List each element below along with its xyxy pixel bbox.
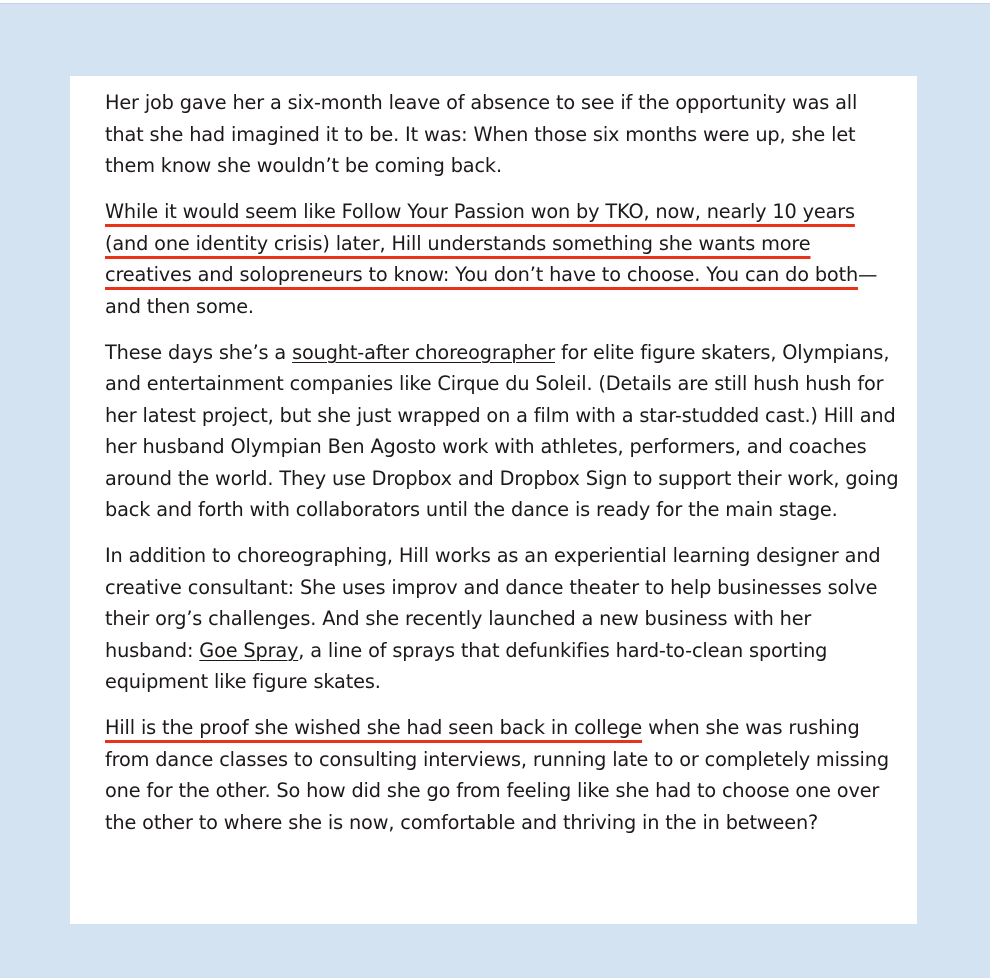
paragraph-text: —and then some. <box>105 263 878 318</box>
paragraph-text: , a line of sprays that defunkifies hard-to-clean sporting equipment like figure skates. <box>105 638 828 693</box>
choreographer-link[interactable]: sought-after choreographer <box>292 340 555 364</box>
highlighted-quote: Hill is the proof she wished she had seen back in college <box>105 716 643 739</box>
highlighted-quote: While it would seem like Follow Your Passion won by TKO, now, nearly 10 years (and one identity crisis) later, Hill understands something she wants more creatives and solopreneurs to know: You don’t have to choose. You can do both <box>105 200 859 286</box>
top-rule <box>0 0 990 4</box>
paragraph-you-can-do-both <box>105 196 900 322</box>
paragraph-text: In addition to choreographing, Hill works as an experiential learning designer and creative consultant: She uses improv and dance theater to help businesses solve their org’s challenges. And she recently launched a new business with her husband: <box>105 544 881 662</box>
article-body <box>105 87 900 838</box>
paragraph-leave-of-absence: Her job gave her a six-month leave of absence to see if the opportunity was all that she had imagined it to be. It was: When those six months were up, she let them know she wouldn’t be coming back. <box>105 91 858 177</box>
paragraph-text: for elite figure skaters, Olympians, and entertainment companies like Cirque du Soleil. (Details are still hush hush for her latest project, but she just wrapped on a film with a star-studded cast.) Hill and her husband Olympian Ben Agosto work with athletes, performers, and coaches around the world. They use Dropbox and Dropbox Sign to support their work, going back and forth with collaborators until the dance is ready for the main stage. <box>105 340 899 521</box>
paragraph-text: These days she’s a <box>105 340 293 364</box>
article-card <box>70 76 917 924</box>
paragraph-choreographer <box>105 337 900 526</box>
paragraph-consultant <box>105 540 900 698</box>
paragraph-proof <box>105 712 900 838</box>
paragraph-text: when she was rushing from dance classes to consulting interviews, running late to or completely missing one for the other. So how did she go from feeling like she had to choose one over the other to where she is now, comfortable and thriving in the in between? <box>105 716 889 834</box>
goe-spray-link[interactable]: Goe Spray <box>199 638 299 662</box>
